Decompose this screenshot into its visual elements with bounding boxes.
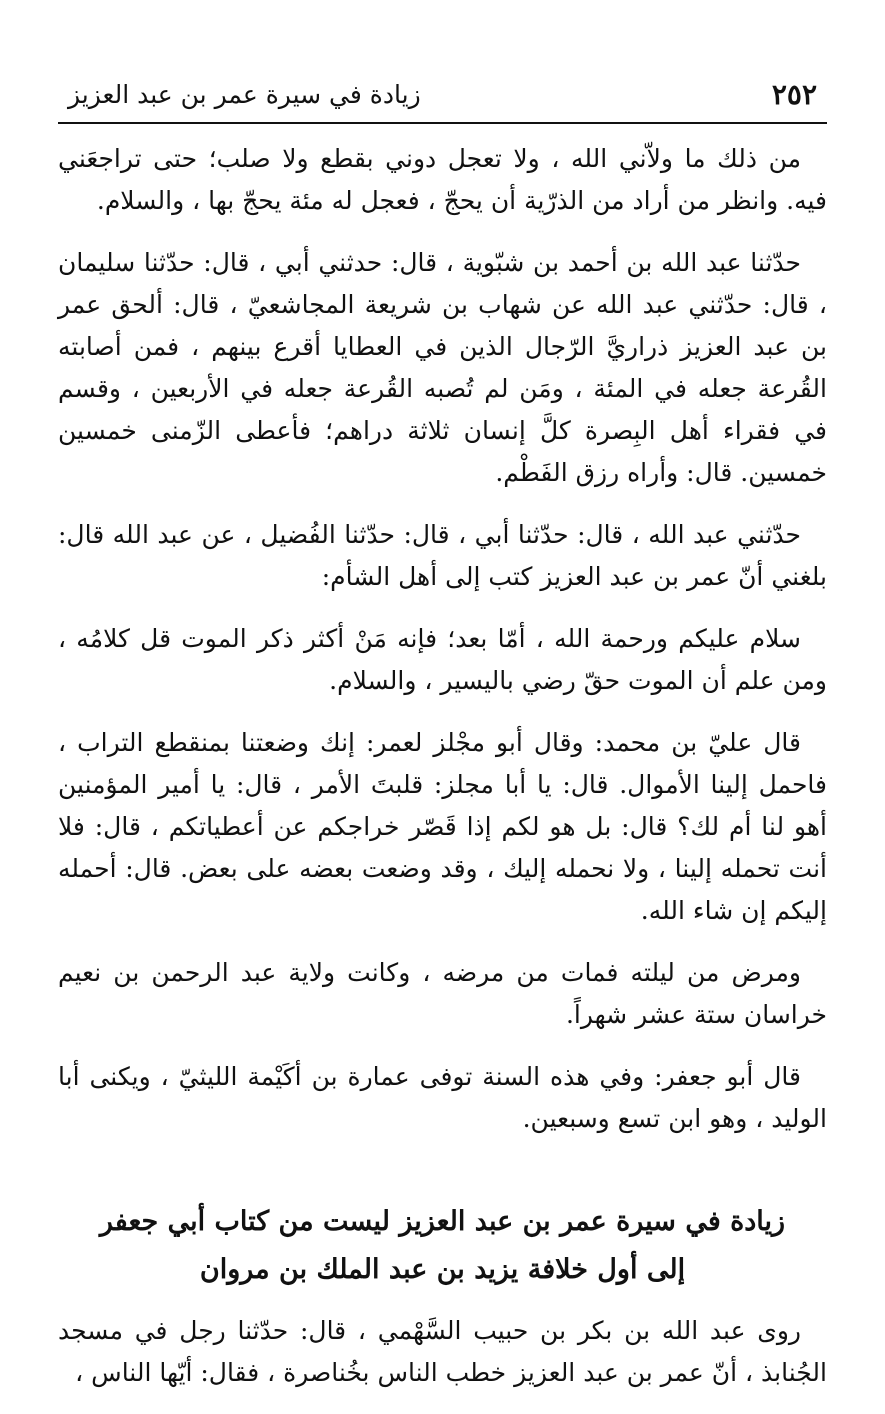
section-heading-line-1: زيادة في سيرة عمر بن عبد العزيز ليست من كتاب أبي جعفر (99, 1206, 786, 1237)
page-header (58, 70, 827, 122)
page-number: ٢٥٢ (771, 78, 817, 111)
paragraph-1: من ذلك ما ولاّني الله ، ولا تعجل دوني بقطع ولا صلب؛ حتى تراجعَني فيه. وانظر من أراد من الذرّية أن يحجّ ، فعجل له مئة يحجّ بها ، والسلام. (58, 144, 827, 215)
running-title: زيادة في سيرة عمر بن عبد العزيز (68, 80, 421, 109)
paragraph-5: قال عليّ بن محمد: وقال أبو مجْلز لعمر: إنك وضعتنا بمنقطع التراب ، فاحمل إلينا الأموال. قال: يا أبا مجلز: قلبتَ الأمر ، قال: يا أمير المؤمنين أهو لنا أم لك؟ قال: بل هو لكم إذا قَصّر خراجكم عن أعطياتكم ، قال: فلا أنت تحمله إلينا ، ولا نحمله إليك ، وقد وضعت بعضه على بعض. قال: أحمله إليكم إن شاء الله. (58, 728, 827, 925)
paragraph-2: حدّثنا عبد الله بن أحمد بن شبّوية ، قال: حدثني أبي ، قال: حدّثنا سليمان ، قال: حدّثني عبد الله عن شهاب بن شريعة المجاشعيّ ، قال: ألحق عمر بن عبد العزيز ذراريَّ الرّجال الذين في العطايا أقرع بينهم ، فمن أصابته القُرعة جعله في المئة ، ومَن لم تُصبه القُرعة جعله في الأربعين ، وقسم في فقراء أهل البِصرة كلَّ إنسان ثلاثة دراهم؛ فأعطى الزّمنى خمسين خمسين. قال: وأراه رزق الفَطْم. (58, 248, 827, 487)
paragraph-7: قال أبو جعفر: وفي هذه السنة توفى عمارة بن أكَيْمة الليثيّ ، ويكنى أبا الوليد ، وهو ابن تسع وسبعين. (58, 1062, 827, 1133)
section-heading-line-2: إلى أول خلافة يزيد بن عبد الملك بن مروان (199, 1254, 686, 1285)
paragraph-6: ومرض من ليلته فمات من مرضه ، وكانت ولاية عبد الرحمن بن نعيم خراسان ستة عشر شهراً. (58, 958, 827, 1029)
section-paragraph: روى عبد الله بن بكر بن حبيب السَّهْمي ، قال: حدّثنا رجل في مسجد الجُنابذ ، أنّ عمر بن عبد العزيز خطب الناس بخُناصرة ، فقال: أيّها الناس ، (58, 1316, 827, 1387)
paragraph-4: سلام عليكم ورحمة الله ، أمّا بعد؛ فإنه مَنْ أكثر ذكر الموت قل كلامُه ، ومن علم أن الموت حقّ رضي باليسير ، والسلام. (58, 624, 827, 695)
header-rule (58, 122, 827, 124)
page-body (58, 138, 827, 1414)
section-heading (58, 1198, 827, 1294)
paragraph-3: حدّثني عبد الله ، قال: حدّثنا أبي ، قال: حدّثنا الفُضيل ، عن عبد الله قال: بلغني أنّ عمر بن عبد العزيز كتب إلى أهل الشأم: (58, 520, 827, 591)
